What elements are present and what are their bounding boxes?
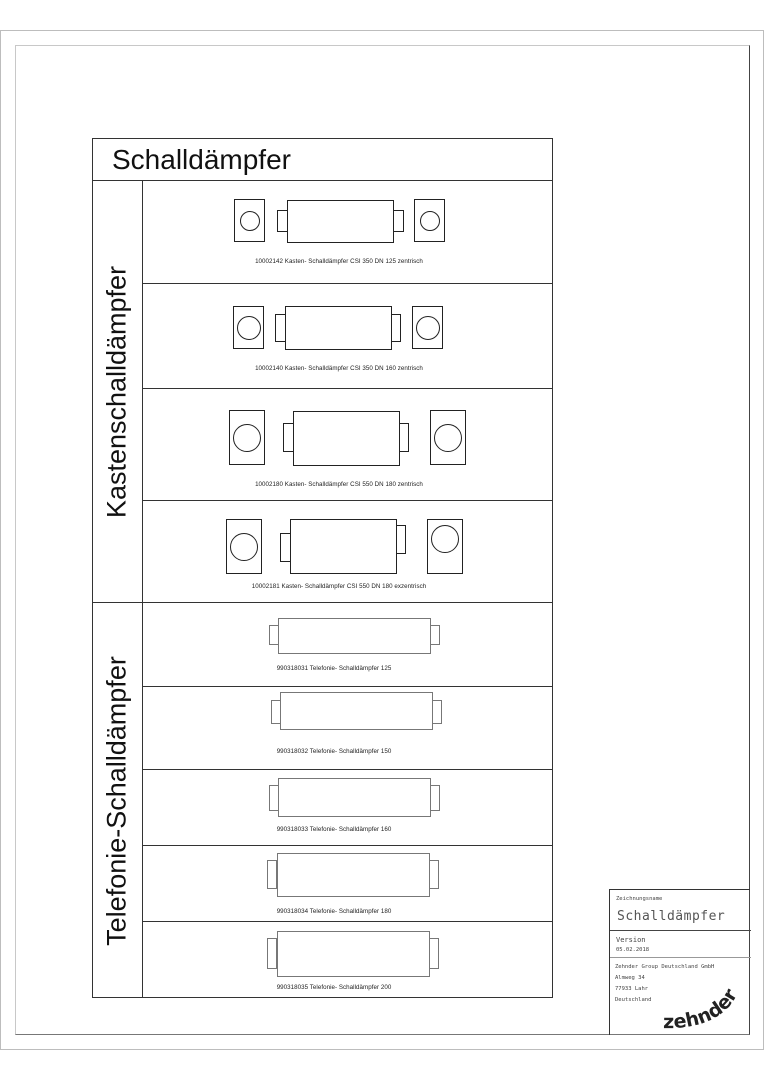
company-country: Deutschland <box>615 997 652 1003</box>
silencer-body <box>287 200 394 243</box>
drawing-name-label: Zeichnungsname <box>616 896 663 902</box>
silencer-body <box>278 778 431 817</box>
item-caption: 10002180 Kasten- Schalldämpfer CSI 550 DN 180 zentrisch <box>255 481 423 488</box>
page-title: Schalldämpfer <box>92 138 553 181</box>
company-city: 77933 Lahr <box>615 986 649 992</box>
silencer-body <box>280 692 433 730</box>
list-item <box>143 181 553 284</box>
end-box-right <box>427 519 463 574</box>
spigot-right-eccentric <box>396 525 406 554</box>
item-caption: 10002140 Kasten- Schalldämpfer CSI 350 DN 160 zentrisch <box>255 365 423 372</box>
list-item <box>143 846 553 922</box>
group-label-telefonie-schalldaempfer <box>92 603 143 998</box>
spigot-left <box>267 938 277 969</box>
list-item <box>143 389 553 501</box>
item-caption: 990318033 Telefonie- Schalldämpfer 160 <box>276 826 392 833</box>
item-caption: 10002181 Kasten- Schalldämpfer CSI 550 DN 180 exzentrisch <box>251 583 427 590</box>
title-block <box>609 889 750 1035</box>
spigot-right <box>399 423 409 452</box>
end-box-left <box>233 306 264 349</box>
group-label-text: Telefonie-Schalldämpfer <box>101 655 132 946</box>
item-caption: 10002142 Kasten- Schalldämpfer CSI 350 DN 125 zentrisch <box>255 258 423 265</box>
end-box-left <box>226 519 262 574</box>
group-label-text: Kastenschalldämpfer <box>101 265 132 518</box>
group-label-kastenschalldaempfer <box>92 181 143 603</box>
spigot-left <box>267 860 277 889</box>
silencer-body <box>285 306 392 350</box>
spigot-right <box>393 210 404 232</box>
company-name: Zehnder Group Deutschland GmbH <box>615 964 715 970</box>
list-item <box>143 770 553 846</box>
spigot-right <box>391 314 401 342</box>
spigot-right <box>429 938 439 969</box>
spigot-right <box>430 785 440 811</box>
list-item <box>143 922 553 997</box>
list-item <box>143 284 553 389</box>
end-box-left <box>234 199 265 242</box>
spigot-right <box>430 625 440 645</box>
end-box-right <box>412 306 443 349</box>
silencer-body <box>277 853 430 897</box>
item-caption: 990318034 Telefonie- Schalldämpfer 180 <box>276 908 392 915</box>
end-box-left <box>229 410 265 465</box>
silencer-body <box>290 519 397 574</box>
spigot-right <box>429 860 439 889</box>
end-box-right <box>414 199 445 242</box>
item-caption: 990318031 Telefonie- Schalldämpfer 125 <box>276 665 392 672</box>
spigot-right <box>432 700 442 724</box>
silencer-body <box>293 411 400 466</box>
end-box-right <box>430 410 466 465</box>
version-date: 05.02.2018 <box>616 947 650 953</box>
item-caption: 990318035 Telefonie- Schalldämpfer 200 <box>276 984 392 991</box>
list-item <box>143 687 553 770</box>
drawing-name: Schalldämpfer <box>617 909 726 924</box>
list-item <box>143 603 553 687</box>
version-label: Version <box>616 936 646 944</box>
company-street: Almweg 34 <box>615 975 645 981</box>
list-item <box>143 501 553 603</box>
zehnder-logo-icon <box>655 978 751 1036</box>
silencer-body <box>278 618 431 654</box>
svg-text:zehnder: zehnder <box>663 985 742 1034</box>
silencer-body <box>277 931 430 977</box>
item-caption: 990318032 Telefonie- Schalldämpfer 150 <box>276 748 392 755</box>
